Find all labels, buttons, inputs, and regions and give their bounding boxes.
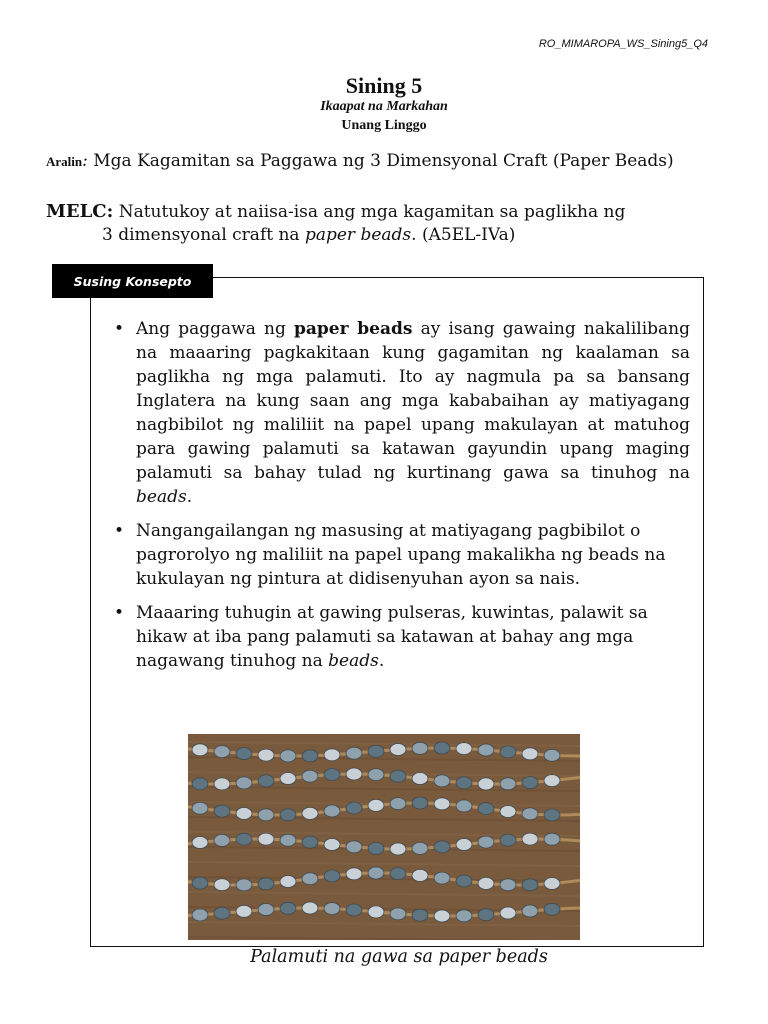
paper-bead xyxy=(478,803,494,815)
paper-bead xyxy=(368,842,384,854)
paper-bead xyxy=(346,802,362,814)
paper-bead xyxy=(434,798,450,810)
paper-bead xyxy=(324,903,340,915)
paper-bead xyxy=(192,909,208,921)
point1-pre: Ang paggawa ng xyxy=(136,319,286,339)
paper-bead xyxy=(280,876,296,888)
melc-line xyxy=(46,200,736,247)
paper-bead xyxy=(456,777,472,789)
paper-bead xyxy=(434,910,450,922)
paper-bead xyxy=(258,833,274,845)
paper-bead xyxy=(192,802,208,814)
paper-bead xyxy=(412,773,428,785)
paper-bead xyxy=(280,834,296,846)
list-item xyxy=(112,317,690,509)
bullet: • xyxy=(114,603,125,623)
paper-bead xyxy=(192,778,208,790)
paper-bead xyxy=(258,904,274,916)
paper-bead xyxy=(324,769,340,781)
point1-italic: beads xyxy=(136,487,187,507)
paper-bead xyxy=(456,910,472,922)
paper-bead xyxy=(280,809,296,821)
aralin-colon: : xyxy=(82,151,88,171)
aralin-line xyxy=(46,150,726,173)
point1-bold: paper beads xyxy=(294,319,413,339)
paper-bead xyxy=(324,870,340,882)
paper-bead xyxy=(522,833,538,845)
paper-bead xyxy=(236,777,252,789)
paper-bead xyxy=(236,833,252,845)
paper-bead xyxy=(236,748,252,760)
paper-bead xyxy=(544,775,560,787)
paper-bead xyxy=(500,907,516,919)
paper-bead xyxy=(214,778,230,790)
paper-bead xyxy=(236,879,252,891)
paper-bead xyxy=(368,745,384,757)
melc-label: MELC: xyxy=(46,201,114,222)
paper-bead xyxy=(280,773,296,785)
melc-italic: paper beads xyxy=(304,225,412,245)
paper-bead xyxy=(412,842,428,854)
paper-bead xyxy=(346,841,362,853)
paper-bead xyxy=(302,750,318,762)
paper-bead xyxy=(214,746,230,758)
key-points-list xyxy=(112,317,690,683)
document-code: RO_MIMAROPA_WS_Sining5_Q4 xyxy=(538,38,708,50)
paper-bead xyxy=(346,768,362,780)
paper-bead xyxy=(456,800,472,812)
point3-pre: Maaaring tuhugin at gawing pulseras, kuwintas, palawit sa hikaw at iba pang palamuti sa katawan at bahay ang mga nagawang tinuhog na xyxy=(136,603,648,671)
paper-bead xyxy=(192,744,208,756)
melc-line2-post: . (A5EL-IVa) xyxy=(411,225,516,245)
paper-bead xyxy=(390,908,406,920)
paper-bead xyxy=(522,777,538,789)
paper-bead xyxy=(192,837,208,849)
paper-bead xyxy=(390,868,406,880)
section-tag: Susing Konsepto xyxy=(52,264,213,298)
bullet: • xyxy=(114,319,125,339)
point1-mid: ay isang gawaing nakalilibang na maaaring pagkakitaan kung gagamitan ng kaalaman sa paglikha ng mga palamuti. Ito ay nagmula pa sa bansang Inglatera na kung saan ang mga kababaihan ay matiyagang nagbibilot ng maliliit na papel upang makulayan at matuhog para gawing palamuti sa katawan gayundin upang maging palamuti sa bahay tulad ng kurtinang gawa sa tinuhog na xyxy=(136,319,690,483)
paper-bead xyxy=(478,877,494,889)
paper-bead xyxy=(192,877,208,889)
paper-bead xyxy=(478,778,494,790)
paper-bead xyxy=(412,797,428,809)
paper-bead xyxy=(478,836,494,848)
paper-bead xyxy=(368,799,384,811)
point3-italic: beads xyxy=(328,651,379,671)
paper-bead xyxy=(258,878,274,890)
paper-bead xyxy=(346,868,362,880)
paper-bead xyxy=(456,743,472,755)
paper-bead xyxy=(412,869,428,881)
paper-bead xyxy=(500,806,516,818)
paper-bead xyxy=(390,798,406,810)
paper-bead xyxy=(522,748,538,760)
paper-bead xyxy=(302,807,318,819)
point3-end: . xyxy=(378,651,385,671)
paper-bead xyxy=(302,836,318,848)
paper-bead xyxy=(456,875,472,887)
paper-bead xyxy=(346,747,362,759)
paper-bead xyxy=(522,905,538,917)
list-item xyxy=(112,601,690,673)
paper-bead xyxy=(324,805,340,817)
paper-bead xyxy=(302,873,318,885)
paper-bead xyxy=(544,749,560,761)
paper-bead xyxy=(544,903,560,915)
paper-bead xyxy=(544,833,560,845)
paper-bead xyxy=(412,909,428,921)
paper-bead xyxy=(500,879,516,891)
paper-beads-photo xyxy=(188,734,580,940)
paper-bead xyxy=(412,742,428,754)
bullet: • xyxy=(114,521,125,541)
paper-bead xyxy=(302,770,318,782)
paper-bead xyxy=(390,843,406,855)
paper-bead xyxy=(236,808,252,820)
paper-bead xyxy=(214,805,230,817)
paper-bead xyxy=(434,775,450,787)
paper-bead xyxy=(258,749,274,761)
paper-bead xyxy=(434,841,450,853)
paper-bead xyxy=(214,834,230,846)
paper-bead xyxy=(544,878,560,890)
paper-bead xyxy=(214,907,230,919)
melc-line1: Natutukoy at naiisa-isa ang mga kagamitan sa paglikha ng xyxy=(118,202,626,222)
paper-bead xyxy=(390,744,406,756)
page-title: Sining 5 xyxy=(345,73,423,98)
week-label: Unang Linggo xyxy=(341,118,427,133)
list-item xyxy=(112,519,690,591)
paper-bead xyxy=(500,778,516,790)
paper-bead xyxy=(478,744,494,756)
paper-bead xyxy=(368,769,384,781)
paper-bead xyxy=(368,906,384,918)
paper-bead xyxy=(258,809,274,821)
paper-bead xyxy=(456,839,472,851)
melc-line2-pre: 3 dimensyonal craft na xyxy=(102,225,300,245)
point1-end: . xyxy=(186,487,193,507)
paper-bead xyxy=(236,905,252,917)
photo-caption: Palamuti na gawa sa paper beads xyxy=(250,947,548,967)
paper-bead xyxy=(368,867,384,879)
aralin-text: Mga Kagamitan sa Paggawa ng 3 Dimensyonal Craft (Paper Beads) xyxy=(93,151,674,171)
paper-bead xyxy=(522,808,538,820)
quarter-subtitle: Ikaapat na Markahan xyxy=(320,99,448,114)
paper-bead xyxy=(302,902,318,914)
paper-bead xyxy=(346,904,362,916)
aralin-label: Aralin xyxy=(46,154,83,169)
paper-bead xyxy=(324,749,340,761)
paper-bead xyxy=(544,809,560,821)
paper-bead xyxy=(478,909,494,921)
paper-bead xyxy=(258,775,274,787)
paper-bead xyxy=(280,750,296,762)
melc-line2 xyxy=(46,224,736,247)
paper-bead xyxy=(390,770,406,782)
paper-bead xyxy=(500,746,516,758)
paper-bead xyxy=(214,879,230,891)
point2-text: Nangangailangan ng masusing at matiyagang pagbibilot o pagrorolyo ng maliliit na papel upang makalikha ng beads na kukulayan ng pintura at didisenyuhan ayon sa nais. xyxy=(136,521,666,589)
paper-bead xyxy=(280,902,296,914)
paper-bead xyxy=(434,742,450,754)
paper-bead xyxy=(500,834,516,846)
paper-bead xyxy=(522,879,538,891)
paper-bead xyxy=(324,839,340,851)
paper-bead xyxy=(434,872,450,884)
